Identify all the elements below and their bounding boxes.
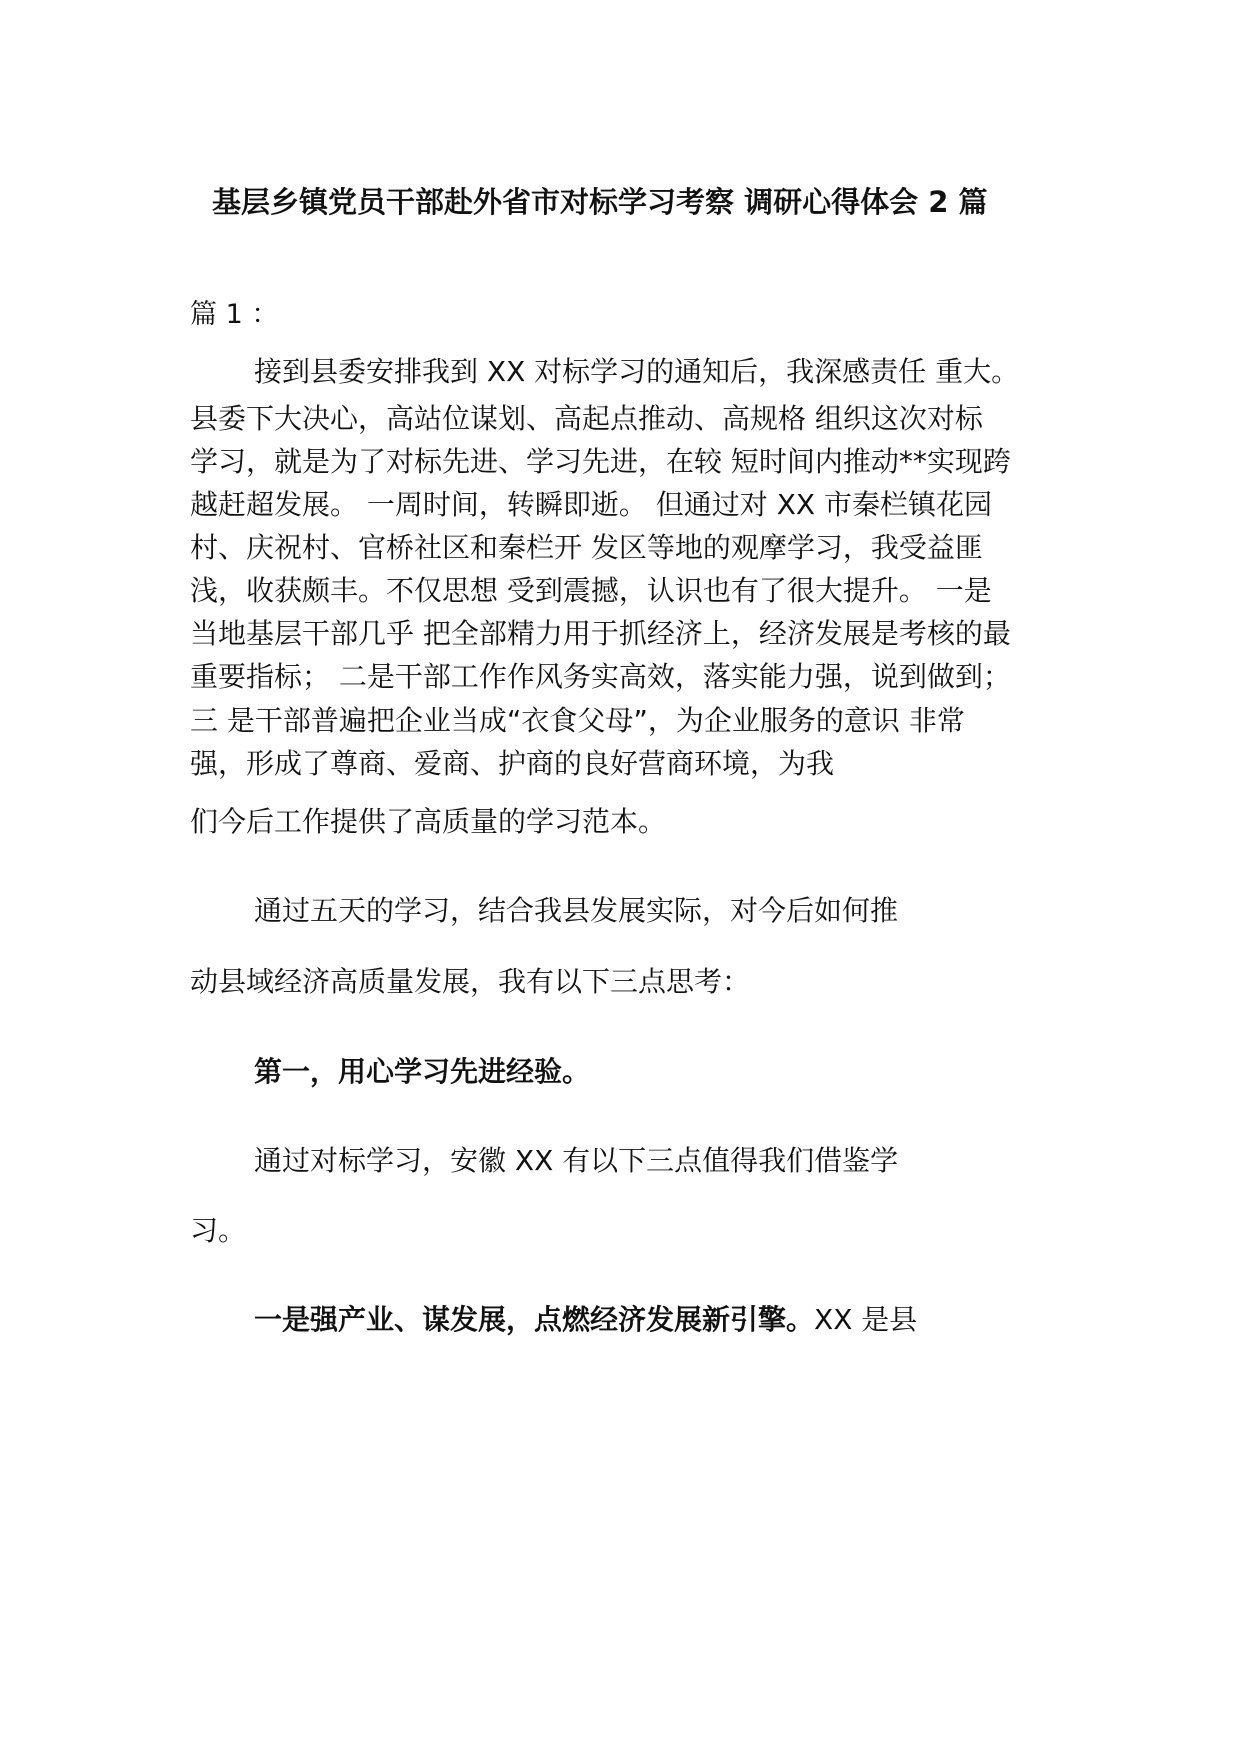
para1-line-4: 越赶超发展。 一周时间，转瞬即逝。 但通过对 XX 市秦栏镇花园 bbox=[190, 488, 992, 521]
para1-tail: 们今后工作提供了高质量的学习范本。 bbox=[190, 805, 667, 838]
para4-bold-lead: 一是强产业、谋发展，点燃经济发展新引擎。 bbox=[254, 1303, 815, 1336]
heading-first: 第一，用心学习先进经验。 bbox=[254, 1055, 591, 1088]
para1-line-2: 县委下大决心，高站位谋划、高起点推动、高规格 组织这次对标 bbox=[190, 402, 983, 435]
para2-line-1: 通过五天的学习，结合我县发展实际，对今后如何推 bbox=[254, 894, 899, 927]
para3-line-2: 习。 bbox=[190, 1214, 247, 1247]
para1-line-1: 接到县委安排我到 XX 对标学习的通知后，我深感责任 重大。 bbox=[254, 355, 1020, 388]
para1-line-3: 学习，就是为了对标先进、学习先进，在较 短时间内推动**实现跨 bbox=[190, 445, 1011, 478]
para4-rest: XX 是县 bbox=[814, 1303, 918, 1336]
para1-line-7: 当地基层干部几乎 把全部精力用于抓经济上，经济发展是考核的最 bbox=[190, 617, 1011, 650]
para1-line-10: 强，形成了尊商、爱商、护商的良好营商环境，为我 bbox=[190, 747, 835, 780]
para4-line-1 bbox=[254, 1298, 917, 1338]
para1-line-5: 村、庆祝村、官桥社区和秦栏开 发区等地的观摩学习，我受益匪 bbox=[190, 531, 983, 564]
para1-line-8: 重要指标； 二是干部工作作风务实高效，落实能力强，说到做到； bbox=[190, 660, 1011, 693]
para2-line-2: 动县域经济高质量发展，我有以下三点思考： bbox=[190, 965, 751, 998]
document-title: 基层乡镇党员干部赴外省市对标学习考察 调研心得体会 2 篇 bbox=[212, 185, 988, 219]
para3-line-1: 通过对标学习，安徽 XX 有以下三点值得我们借鉴学 bbox=[254, 1144, 899, 1177]
para1-line-6: 浅，收获颇丰。不仅思想 受到震撼，认识也有了很大提升。 一是 bbox=[190, 574, 992, 607]
section-label: 篇 1 ： bbox=[190, 299, 279, 330]
para1-line-9: 三 是干部普遍把企业当成“衣食父母”，为企业服务的意识 非常 bbox=[190, 704, 965, 737]
